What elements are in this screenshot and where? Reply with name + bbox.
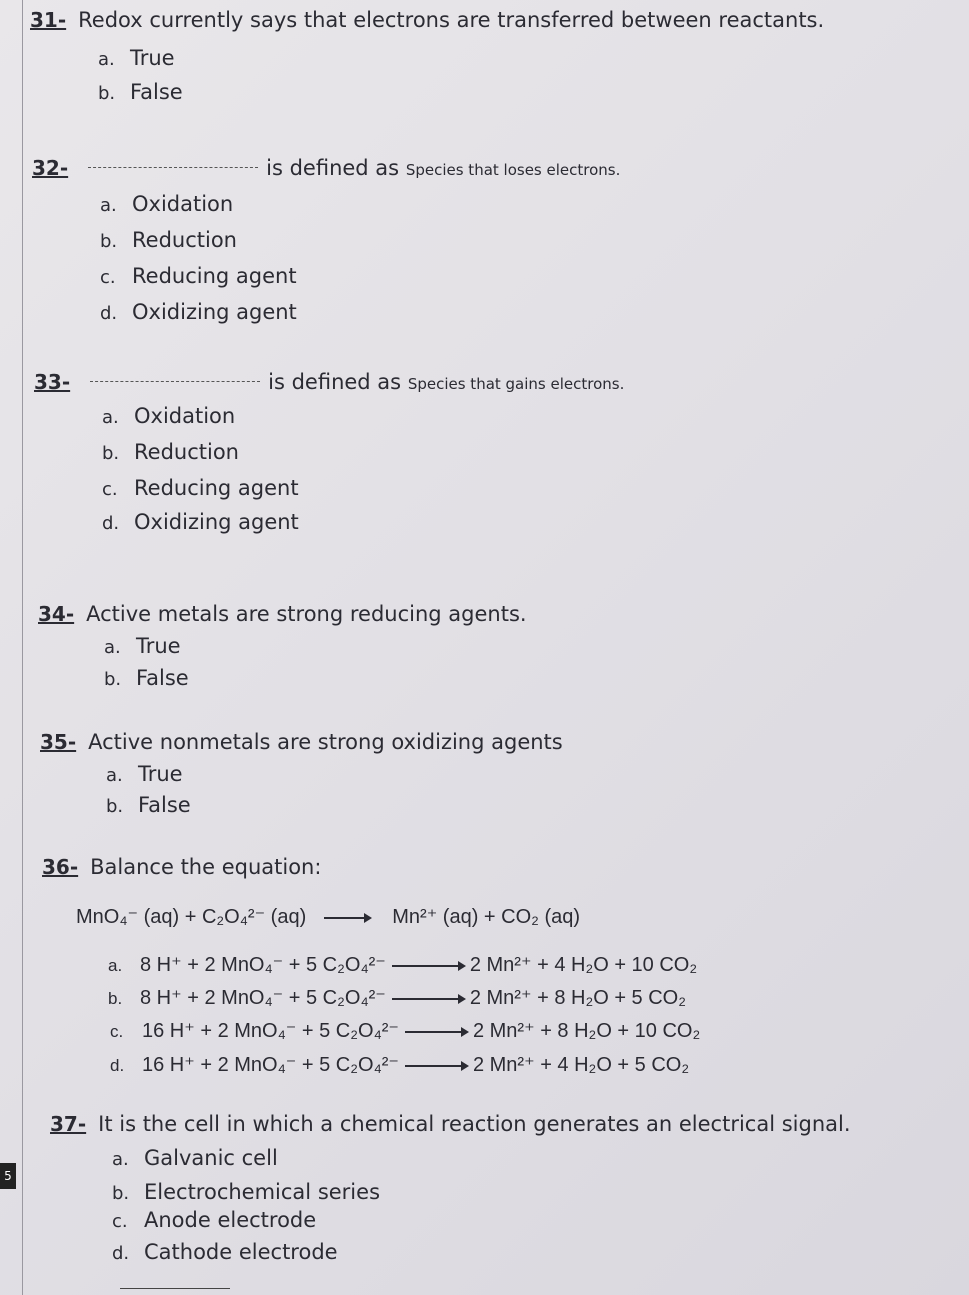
option-text: Oxidizing agent (134, 510, 299, 534)
question-text: Balance the equation: (90, 855, 322, 879)
option-text: False (130, 80, 183, 104)
option-text: True (130, 46, 175, 70)
option-label: b. (108, 989, 123, 1008)
question-number: 36- (42, 855, 79, 879)
option-c[interactable] (102, 476, 299, 500)
option-text: Oxidizing agent (132, 300, 297, 324)
option-label: d. (100, 303, 118, 324)
option-products: 2 Mn²⁺ + 8 H₂O + 10 CO₂ (472, 1020, 701, 1042)
option-text: Reduction (134, 440, 239, 464)
option-label: d. (112, 1243, 130, 1264)
question-number: 31- (30, 8, 67, 32)
option-products: 2 Mn²⁺ + 4 H₂O + 5 CO₂ (472, 1054, 690, 1076)
option-a[interactable] (108, 952, 697, 977)
question-number: 37- (50, 1112, 87, 1136)
option-reactants: 8 H⁺ + 2 MnO₄⁻ + 5 C₂O₄²⁻ (140, 954, 386, 976)
option-label: b. (102, 443, 120, 464)
equation-products: Mn²⁺ (aq) + CO₂ (aq) (392, 906, 581, 928)
option-d[interactable] (112, 1240, 338, 1264)
question-number: 35- (40, 730, 77, 754)
option-reactants: 16 H⁺ + 2 MnO₄⁻ + 5 C₂O₄²⁻ (142, 1020, 399, 1042)
option-c[interactable] (112, 1208, 316, 1232)
bottom-rule (120, 1288, 230, 1289)
option-reactants: 8 H⁺ + 2 MnO₄⁻ + 5 C₂O₄²⁻ (140, 987, 386, 1009)
option-label: c. (100, 267, 116, 288)
question-33 (34, 370, 624, 394)
question-definition: Species that loses electrons. (405, 161, 621, 179)
answer-blank[interactable] (90, 381, 260, 382)
option-a[interactable] (112, 1146, 278, 1170)
edge-tab: 5 (0, 1163, 16, 1189)
option-b[interactable] (98, 80, 183, 104)
option-d[interactable] (110, 1052, 689, 1077)
reaction-arrow-icon (392, 965, 464, 967)
option-label: d. (110, 1056, 125, 1075)
option-label: a. (100, 195, 117, 216)
option-b[interactable] (108, 985, 686, 1010)
option-b[interactable] (104, 666, 189, 690)
option-reactants: 16 H⁺ + 2 MnO₄⁻ + 5 C₂O₄²⁻ (142, 1054, 399, 1076)
option-label: a. (104, 637, 121, 658)
option-label: b. (100, 231, 118, 252)
option-text: Reducing agent (134, 476, 299, 500)
reaction-arrow-icon (405, 1065, 467, 1067)
option-text: Oxidation (132, 192, 234, 216)
question-text: It is the cell in which a chemical reaction generates an electrical signal. (98, 1112, 851, 1136)
option-text: Cathode electrode (144, 1240, 338, 1264)
option-label: b. (112, 1183, 130, 1204)
option-text: Electrochemical series (144, 1180, 381, 1204)
question-32 (32, 156, 620, 180)
option-a[interactable] (100, 192, 233, 216)
question-31 (30, 8, 824, 32)
option-label: d. (102, 513, 120, 534)
option-label: b. (104, 669, 122, 690)
question-number: 34- (38, 602, 75, 626)
option-text: True (136, 634, 181, 658)
answer-blank[interactable] (88, 167, 258, 168)
option-label: a. (108, 956, 123, 975)
question-text: Active metals are strong reducing agents. (86, 602, 527, 626)
option-text: Oxidation (134, 404, 236, 428)
option-products: 2 Mn²⁺ + 8 H₂O + 5 CO₂ (469, 987, 686, 1009)
option-a[interactable] (98, 46, 175, 70)
question-text: Redox currently says that electrons are transferred between reactants. (78, 8, 825, 32)
option-products: 2 Mn²⁺ + 4 H₂O + 10 CO₂ (469, 954, 698, 976)
equation-unbalanced (76, 904, 580, 929)
page-margin-line (22, 0, 23, 1295)
question-text: is defined as (268, 370, 402, 394)
option-text: Galvanic cell (144, 1146, 278, 1170)
option-label: c. (112, 1211, 128, 1232)
option-d[interactable] (102, 510, 299, 534)
option-label: a. (102, 407, 119, 428)
option-text: False (138, 793, 191, 817)
option-d[interactable] (100, 300, 297, 324)
option-text: Anode electrode (144, 1208, 317, 1232)
option-label: c. (102, 479, 118, 500)
option-label: a. (112, 1149, 129, 1170)
equation-reactants: MnO₄⁻ (aq) + C₂O₄²⁻ (aq) (76, 906, 307, 928)
option-b[interactable] (106, 793, 191, 817)
option-c[interactable] (100, 264, 297, 288)
option-text: False (136, 666, 189, 690)
option-label: b. (106, 796, 124, 817)
option-label: b. (98, 83, 116, 104)
option-label: a. (106, 765, 123, 786)
option-b[interactable] (100, 228, 237, 252)
option-text: Reduction (132, 228, 237, 252)
option-label: c. (110, 1022, 124, 1041)
option-c[interactable] (110, 1018, 700, 1043)
option-b[interactable] (112, 1180, 380, 1204)
question-text: Active nonmetals are strong oxidizing agents (88, 730, 563, 754)
option-b[interactable] (102, 440, 239, 464)
option-a[interactable] (102, 404, 235, 428)
option-text: Reducing agent (132, 264, 297, 288)
reaction-arrow-icon (392, 998, 464, 1000)
question-34 (38, 602, 527, 626)
question-number: 33- (34, 370, 71, 394)
question-35 (40, 730, 563, 754)
question-number: 32- (32, 156, 69, 180)
option-a[interactable] (106, 762, 183, 786)
question-36 (42, 855, 321, 879)
question-37 (50, 1112, 851, 1136)
option-text: True (138, 762, 183, 786)
reaction-arrow-icon (324, 917, 370, 919)
option-a[interactable] (104, 634, 181, 658)
reaction-arrow-icon (405, 1031, 467, 1033)
question-definition: Species that gains electrons. (407, 375, 625, 393)
option-label: a. (98, 49, 115, 70)
question-text: is defined as (266, 156, 400, 180)
